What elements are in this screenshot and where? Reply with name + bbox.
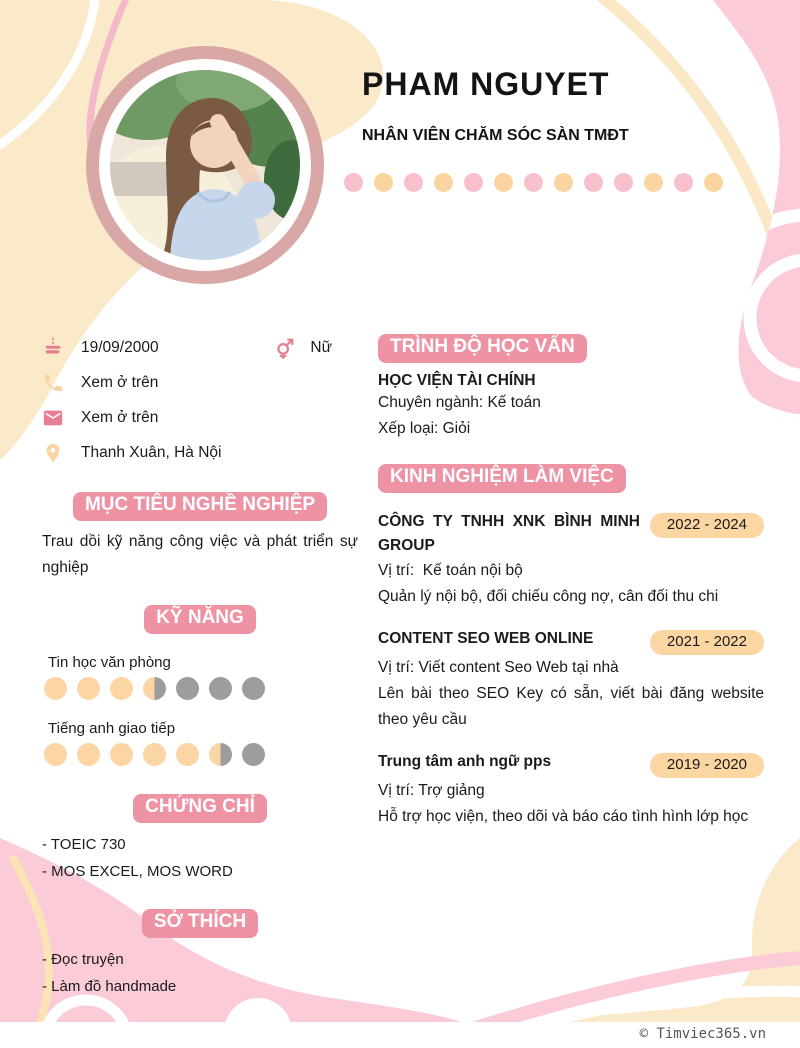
jobs-list (378, 510, 764, 830)
header-dots (344, 173, 723, 192)
gender-value: Nữ (310, 338, 332, 356)
certificates-section (42, 794, 358, 823)
skill-rating (42, 677, 358, 700)
objective-text: Trau dồi kỹ năng công việc và phát triển sự nghiệp (42, 533, 358, 576)
decorative-dot (614, 173, 633, 192)
skill-dot (44, 677, 67, 700)
contact-section (42, 330, 358, 470)
job-entry (378, 750, 764, 830)
skills-section (42, 605, 358, 634)
experience-section (378, 464, 764, 830)
skill-rating (42, 743, 358, 766)
job-description: Lên bài theo SEO Key có sẵn, viết bài đăng website theo yêu cầu (378, 685, 764, 728)
profile-photo-illustration (110, 70, 300, 260)
list-item: - TOEIC 730 (42, 836, 126, 853)
job-description: Quản lý nội bộ, đối chiếu công nợ, cân đối thu chi (378, 588, 719, 605)
location-pin-icon (42, 442, 64, 464)
experience-heading: KINH NGHIỆM LÀM VIỆC (378, 464, 626, 493)
job-period-badge: 2019 - 2020 (650, 753, 764, 778)
certificates-heading: CHỨNG CHỈ (133, 794, 267, 823)
job-header (378, 510, 764, 558)
hobbies-section (42, 909, 358, 938)
education-major: Chuyên ngành: Kế toán (378, 394, 541, 411)
right-column (378, 334, 764, 830)
contact-row (42, 330, 358, 365)
list-item: - MOS EXCEL, MOS WORD (42, 863, 233, 880)
job-description: Hỗ trợ học viện, theo dõi và báo cáo tình hình lớp học (378, 808, 749, 825)
skill-dot (77, 743, 100, 766)
list-item: - Đọc truyện (42, 951, 124, 968)
decorative-dot (464, 173, 483, 192)
address-value: Thanh Xuân, Hà Nội (81, 443, 222, 461)
decorative-dot (704, 173, 723, 192)
cert-list (42, 831, 358, 885)
job-period-badge: 2021 - 2022 (650, 630, 764, 655)
skill-dot (143, 743, 166, 766)
skill-label: Tin học văn phòng (48, 654, 171, 671)
skill-dot (110, 743, 133, 766)
contact-row (42, 365, 358, 400)
skill-dot (77, 677, 100, 700)
education-school: HỌC VIỆN TÀI CHÍNH (378, 372, 536, 389)
job-company: CONTENT SEO WEB ONLINE (378, 630, 594, 647)
skill-dot (209, 743, 232, 766)
skill-dot (176, 743, 199, 766)
job-position: Vị trí: Trợ giảng (378, 782, 485, 799)
job-entry (378, 627, 764, 733)
decorative-dot (674, 173, 693, 192)
skill-dot (209, 677, 232, 700)
hobbies-heading: SỞ THÍCH (142, 909, 258, 938)
birthday-cake-icon (42, 337, 64, 359)
phone-value: Xem ở trên (81, 373, 159, 391)
job-period-badge: 2022 - 2024 (650, 513, 764, 538)
list-item: - Làm đồ handmade (42, 978, 177, 995)
skill-dot (143, 677, 166, 700)
skill-dot (242, 677, 265, 700)
job-entry (378, 510, 764, 610)
skill-dot (110, 677, 133, 700)
watermark: © Timviec365.vn (639, 1026, 766, 1042)
decorative-dot (494, 173, 513, 192)
skill-dot (242, 743, 265, 766)
education-section (378, 334, 764, 442)
contact-row (42, 435, 358, 470)
job-company: Trung tâm anh ngữ pps (378, 753, 552, 770)
email-value: Xem ở trên (81, 408, 159, 426)
skills-heading: KỸ NĂNG (144, 605, 256, 634)
gender-group (274, 337, 332, 359)
left-column (42, 330, 358, 1000)
skills-list (42, 654, 358, 766)
objective-section (42, 492, 358, 521)
job-header (378, 750, 764, 778)
job-position: Vị trí: Kế toán nội bộ (378, 562, 523, 579)
decorative-dot (554, 173, 573, 192)
phone-icon (42, 372, 64, 394)
education-grade: Xếp loại: Giỏi (378, 420, 471, 437)
profile-photo (110, 70, 300, 260)
hobby-list (42, 946, 358, 1000)
gender-icon (274, 337, 296, 359)
decorative-dot (524, 173, 543, 192)
mail-icon (42, 407, 64, 429)
candidate-name: PHAM NGUYET (362, 66, 610, 102)
profile-photo-frame (86, 46, 324, 284)
job-header (378, 627, 764, 655)
decorative-dot (434, 173, 453, 192)
candidate-job-title: NHÂN VIÊN CHĂM SÓC SÀN TMĐT (362, 127, 629, 144)
decorative-dot (644, 173, 663, 192)
job-company: CÔNG TY TNHH XNK BÌNH MINH GROUP (378, 513, 640, 554)
decorative-dot (374, 173, 393, 192)
decorative-dot (404, 173, 423, 192)
decorative-dot (344, 173, 363, 192)
skill-label: Tiếng anh giao tiếp (48, 720, 176, 737)
contact-row (42, 400, 358, 435)
skill-dot (44, 743, 67, 766)
birthday-value: 19/09/2000 (81, 338, 159, 356)
decorative-dot (584, 173, 603, 192)
skill-dot (176, 677, 199, 700)
objective-heading: MỤC TIÊU NGHỀ NGHIỆP (73, 492, 327, 521)
footer-bar (0, 1022, 800, 1048)
education-heading: TRÌNH ĐỘ HỌC VẤN (378, 334, 587, 363)
job-position: Vị trí: Viết content Seo Web tại nhà (378, 659, 619, 676)
